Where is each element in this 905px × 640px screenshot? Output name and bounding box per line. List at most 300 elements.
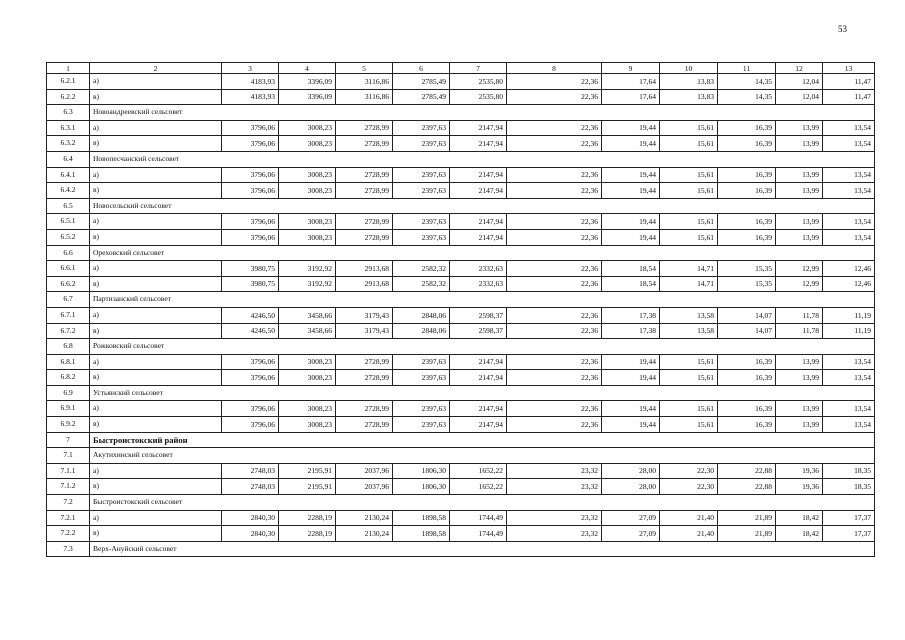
row-code: 6.9 <box>47 385 90 401</box>
section-title: Быстроистокский район <box>90 432 875 448</box>
section-heading-row <box>47 151 875 167</box>
value-cell: 2332,63 <box>450 261 507 277</box>
value-cell: 14,71 <box>660 276 718 292</box>
value-cell: 14,07 <box>718 307 776 323</box>
row-code: 6.7 <box>47 292 90 308</box>
value-cell: 12,99 <box>776 276 823 292</box>
value-cell: 3179,43 <box>336 323 393 339</box>
value-cell: 2397,63 <box>393 120 450 136</box>
row-code: 6.3.2 <box>47 136 90 152</box>
table-row <box>47 354 875 370</box>
value-cell: 3796,06 <box>222 214 279 230</box>
value-cell: 19,44 <box>602 214 660 230</box>
row-code: 7.3 <box>47 541 90 557</box>
value-cell: 2840,30 <box>222 526 279 542</box>
value-cell: 23,32 <box>507 526 602 542</box>
section-heading-row <box>47 385 875 401</box>
value-cell: 13,54 <box>823 417 875 433</box>
table-row <box>47 323 875 339</box>
value-cell: 19,44 <box>602 183 660 199</box>
row-code: 7 <box>47 432 90 448</box>
value-cell: 22,88 <box>718 479 776 495</box>
value-cell: 1652,22 <box>450 463 507 479</box>
table-row <box>47 401 875 417</box>
row-code: 6.3.1 <box>47 120 90 136</box>
value-cell: 3796,06 <box>222 401 279 417</box>
value-cell: 2598,37 <box>450 307 507 323</box>
value-cell: 19,44 <box>602 136 660 152</box>
value-cell: 15,61 <box>660 354 718 370</box>
row-code: 6.9.1 <box>47 401 90 417</box>
section-title: Новоандреевский сельсовет <box>90 105 875 121</box>
value-cell: 2397,63 <box>393 214 450 230</box>
row-code: 6.5.2 <box>47 229 90 245</box>
value-cell: 27,09 <box>602 510 660 526</box>
table-row <box>47 120 875 136</box>
value-cell: 15,61 <box>660 120 718 136</box>
value-cell: 16,39 <box>718 401 776 417</box>
value-cell: 16,39 <box>718 136 776 152</box>
value-cell: 13,54 <box>823 229 875 245</box>
value-cell: 11,47 <box>823 74 875 90</box>
value-cell: 22,36 <box>507 136 602 152</box>
value-cell: 3796,06 <box>222 417 279 433</box>
value-cell: 12,99 <box>776 261 823 277</box>
value-cell: 28,00 <box>602 463 660 479</box>
value-cell: 1806,30 <box>393 479 450 495</box>
value-cell: 15,61 <box>660 167 718 183</box>
value-cell: 22,36 <box>507 307 602 323</box>
value-cell: 4246,50 <box>222 307 279 323</box>
value-cell: 1898,58 <box>393 510 450 526</box>
value-cell: 13,54 <box>823 354 875 370</box>
district-heading-row <box>47 432 875 448</box>
value-cell: 16,39 <box>718 370 776 386</box>
value-cell: 19,44 <box>602 417 660 433</box>
tariff-table <box>46 62 875 557</box>
row-code: 6.6.1 <box>47 261 90 277</box>
value-cell: 13,99 <box>776 136 823 152</box>
table-row <box>47 417 875 433</box>
value-cell: 2397,63 <box>393 229 450 245</box>
value-cell: 3980,75 <box>222 276 279 292</box>
value-cell: 12,46 <box>823 261 875 277</box>
section-title: Акутихинский сельсовет <box>90 448 875 464</box>
section-title: Устьянский сельсовет <box>90 385 875 401</box>
value-cell: 15,61 <box>660 401 718 417</box>
value-cell: 2147,94 <box>450 229 507 245</box>
value-cell: 2147,94 <box>450 401 507 417</box>
value-cell: 2397,63 <box>393 417 450 433</box>
table-row <box>47 89 875 105</box>
value-cell: 2130,24 <box>336 510 393 526</box>
value-cell: 13,99 <box>776 370 823 386</box>
column-header-4: 4 <box>279 63 336 74</box>
value-cell: 2147,94 <box>450 417 507 433</box>
value-cell: 3396,09 <box>279 74 336 90</box>
value-cell: 14,35 <box>718 74 776 90</box>
value-cell: 1652,22 <box>450 479 507 495</box>
value-cell: 13,54 <box>823 183 875 199</box>
value-cell: 2147,94 <box>450 136 507 152</box>
table-row <box>47 479 875 495</box>
value-cell: 16,39 <box>718 167 776 183</box>
value-cell: 22,36 <box>507 120 602 136</box>
column-header-10: 10 <box>660 63 718 74</box>
value-cell: 22,36 <box>507 354 602 370</box>
column-header-13: 13 <box>823 63 875 74</box>
row-variant: а) <box>90 307 222 323</box>
value-cell: 4183,93 <box>222 74 279 90</box>
value-cell: 21,40 <box>660 510 718 526</box>
value-cell: 19,44 <box>602 120 660 136</box>
value-cell: 22,36 <box>507 167 602 183</box>
value-cell: 2728,99 <box>336 136 393 152</box>
value-cell: 15,61 <box>660 136 718 152</box>
table-row <box>47 229 875 245</box>
value-cell: 13,54 <box>823 136 875 152</box>
row-code: 6.8.2 <box>47 370 90 386</box>
row-code: 6.6 <box>47 245 90 261</box>
value-cell: 15,61 <box>660 229 718 245</box>
row-code: 6.6.2 <box>47 276 90 292</box>
table-row <box>47 261 875 277</box>
value-cell: 2535,80 <box>450 89 507 105</box>
section-heading-row <box>47 245 875 261</box>
value-cell: 11,47 <box>823 89 875 105</box>
value-cell: 23,32 <box>507 463 602 479</box>
value-cell: 1744,49 <box>450 510 507 526</box>
value-cell: 22,88 <box>718 463 776 479</box>
value-cell: 3008,23 <box>279 136 336 152</box>
value-cell: 2848,06 <box>393 323 450 339</box>
value-cell: 3008,23 <box>279 370 336 386</box>
value-cell: 3458,66 <box>279 323 336 339</box>
table-row <box>47 183 875 199</box>
column-header-11: 11 <box>718 63 776 74</box>
column-header-1: 1 <box>47 63 90 74</box>
value-cell: 2728,99 <box>336 214 393 230</box>
value-cell: 18,42 <box>776 510 823 526</box>
value-cell: 13,83 <box>660 89 718 105</box>
row-variant: а) <box>90 261 222 277</box>
value-cell: 2748,03 <box>222 479 279 495</box>
value-cell: 1898,58 <box>393 526 450 542</box>
value-cell: 2397,63 <box>393 354 450 370</box>
row-code: 6.4.2 <box>47 183 90 199</box>
row-code: 7.2.1 <box>47 510 90 526</box>
value-cell: 13,58 <box>660 307 718 323</box>
row-variant: а) <box>90 354 222 370</box>
value-cell: 4246,50 <box>222 323 279 339</box>
row-code: 7.1.1 <box>47 463 90 479</box>
section-heading-row <box>47 198 875 214</box>
value-cell: 13,54 <box>823 167 875 183</box>
value-cell: 17,37 <box>823 510 875 526</box>
value-cell: 13,99 <box>776 183 823 199</box>
value-cell: 3980,75 <box>222 261 279 277</box>
value-cell: 2397,63 <box>393 183 450 199</box>
value-cell: 13,99 <box>776 214 823 230</box>
value-cell: 2195,91 <box>279 463 336 479</box>
value-cell: 15,35 <box>718 276 776 292</box>
value-cell: 13,54 <box>823 401 875 417</box>
row-code: 6.2.1 <box>47 74 90 90</box>
column-header-12: 12 <box>776 63 823 74</box>
value-cell: 3796,06 <box>222 120 279 136</box>
row-code: 6.4 <box>47 151 90 167</box>
section-heading-row <box>47 448 875 464</box>
value-cell: 2147,94 <box>450 370 507 386</box>
value-cell: 17,37 <box>823 526 875 542</box>
value-cell: 2288,19 <box>279 526 336 542</box>
value-cell: 13,99 <box>776 417 823 433</box>
value-cell: 13,54 <box>823 120 875 136</box>
value-cell: 3179,43 <box>336 307 393 323</box>
value-cell: 3008,23 <box>279 354 336 370</box>
value-cell: 2748,03 <box>222 463 279 479</box>
value-cell: 22,36 <box>507 74 602 90</box>
value-cell: 18,54 <box>602 261 660 277</box>
row-code: 6.5.1 <box>47 214 90 230</box>
value-cell: 2728,99 <box>336 183 393 199</box>
page-number: 53 <box>838 24 847 34</box>
value-cell: 3796,06 <box>222 183 279 199</box>
value-cell: 21,89 <box>718 510 776 526</box>
table-row <box>47 136 875 152</box>
value-cell: 15,61 <box>660 183 718 199</box>
value-cell: 16,39 <box>718 229 776 245</box>
value-cell: 19,36 <box>776 479 823 495</box>
section-title: Верх-Ануйский сельсовет <box>90 541 875 557</box>
value-cell: 13,99 <box>776 229 823 245</box>
value-cell: 3008,23 <box>279 229 336 245</box>
value-cell: 2195,91 <box>279 479 336 495</box>
value-cell: 13,58 <box>660 323 718 339</box>
value-cell: 2582,32 <box>393 276 450 292</box>
row-code: 6.8.1 <box>47 354 90 370</box>
value-cell: 22,36 <box>507 323 602 339</box>
row-code: 6.9.2 <box>47 417 90 433</box>
value-cell: 15,61 <box>660 370 718 386</box>
value-cell: 3008,23 <box>279 214 336 230</box>
value-cell: 2582,32 <box>393 261 450 277</box>
value-cell: 15,61 <box>660 214 718 230</box>
value-cell: 22,36 <box>507 89 602 105</box>
value-cell: 3008,23 <box>279 401 336 417</box>
value-cell: 19,44 <box>602 167 660 183</box>
value-cell: 2728,99 <box>336 120 393 136</box>
value-cell: 2397,63 <box>393 136 450 152</box>
row-variant: а) <box>90 120 222 136</box>
value-cell: 16,39 <box>718 214 776 230</box>
value-cell: 3008,23 <box>279 167 336 183</box>
column-header-3: 3 <box>222 63 279 74</box>
value-cell: 2728,99 <box>336 354 393 370</box>
value-cell: 2848,06 <box>393 307 450 323</box>
value-cell: 2147,94 <box>450 354 507 370</box>
value-cell: 18,35 <box>823 463 875 479</box>
section-heading-row <box>47 105 875 121</box>
value-cell: 13,83 <box>660 74 718 90</box>
row-variant: а) <box>90 167 222 183</box>
value-cell: 2397,63 <box>393 370 450 386</box>
value-cell: 3192,92 <box>279 261 336 277</box>
value-cell: 3008,23 <box>279 183 336 199</box>
table-body <box>47 74 875 557</box>
value-cell: 2130,24 <box>336 526 393 542</box>
value-cell: 17,38 <box>602 323 660 339</box>
value-cell: 23,32 <box>507 510 602 526</box>
column-header-2: 2 <box>90 63 222 74</box>
row-variant: а) <box>90 463 222 479</box>
row-code: 6.7.2 <box>47 323 90 339</box>
value-cell: 4183,93 <box>222 89 279 105</box>
value-cell: 27,09 <box>602 526 660 542</box>
value-cell: 13,54 <box>823 370 875 386</box>
value-cell: 21,40 <box>660 526 718 542</box>
column-header-7: 7 <box>450 63 507 74</box>
value-cell: 3796,06 <box>222 136 279 152</box>
value-cell: 3796,06 <box>222 167 279 183</box>
column-number-row <box>47 63 875 74</box>
value-cell: 2598,37 <box>450 323 507 339</box>
table-row <box>47 276 875 292</box>
value-cell: 22,36 <box>507 417 602 433</box>
section-title: Рожковский сельсовет <box>90 339 875 355</box>
value-cell: 13,99 <box>776 354 823 370</box>
value-cell: 2288,19 <box>279 510 336 526</box>
column-header-5: 5 <box>336 63 393 74</box>
value-cell: 19,44 <box>602 401 660 417</box>
value-cell: 12,04 <box>776 89 823 105</box>
value-cell: 19,36 <box>776 463 823 479</box>
row-variant: в) <box>90 417 222 433</box>
row-variant: в) <box>90 323 222 339</box>
row-variant: в) <box>90 370 222 386</box>
value-cell: 2913,68 <box>336 276 393 292</box>
value-cell: 3116,86 <box>336 74 393 90</box>
value-cell: 15,35 <box>718 261 776 277</box>
table-row <box>47 370 875 386</box>
row-code: 6.5 <box>47 198 90 214</box>
value-cell: 22,36 <box>507 276 602 292</box>
value-cell: 18,54 <box>602 276 660 292</box>
value-cell: 2332,63 <box>450 276 507 292</box>
value-cell: 15,61 <box>660 417 718 433</box>
row-code: 7.2 <box>47 495 90 511</box>
value-cell: 3796,06 <box>222 229 279 245</box>
value-cell: 19,44 <box>602 229 660 245</box>
value-cell: 11,19 <box>823 323 875 339</box>
value-cell: 2147,94 <box>450 214 507 230</box>
value-cell: 19,44 <box>602 370 660 386</box>
row-variant: в) <box>90 136 222 152</box>
value-cell: 14,71 <box>660 261 718 277</box>
table-row <box>47 74 875 90</box>
column-header-6: 6 <box>393 63 450 74</box>
value-cell: 12,46 <box>823 276 875 292</box>
value-cell: 18,35 <box>823 479 875 495</box>
value-cell: 13,99 <box>776 401 823 417</box>
value-cell: 3796,06 <box>222 354 279 370</box>
value-cell: 22,36 <box>507 183 602 199</box>
row-code: 6.7.1 <box>47 307 90 323</box>
table-row <box>47 463 875 479</box>
value-cell: 14,35 <box>718 89 776 105</box>
value-cell: 2840,30 <box>222 510 279 526</box>
value-cell: 2037,96 <box>336 463 393 479</box>
table-row <box>47 526 875 542</box>
section-heading-row <box>47 339 875 355</box>
row-variant: в) <box>90 229 222 245</box>
row-variant: а) <box>90 214 222 230</box>
row-variant: в) <box>90 276 222 292</box>
section-title: Ореховский сельсовет <box>90 245 875 261</box>
row-code: 6.3 <box>47 105 90 121</box>
section-title: Быстроистокский сельсовет <box>90 495 875 511</box>
value-cell: 11,78 <box>776 323 823 339</box>
value-cell: 2728,99 <box>336 229 393 245</box>
value-cell: 2728,99 <box>336 417 393 433</box>
value-cell: 2535,80 <box>450 74 507 90</box>
value-cell: 17,64 <box>602 89 660 105</box>
value-cell: 2785,49 <box>393 74 450 90</box>
value-cell: 2397,63 <box>393 167 450 183</box>
value-cell: 12,04 <box>776 74 823 90</box>
table-row <box>47 307 875 323</box>
table-row <box>47 214 875 230</box>
value-cell: 2728,99 <box>336 370 393 386</box>
row-code: 7.1 <box>47 448 90 464</box>
value-cell: 19,44 <box>602 354 660 370</box>
value-cell: 18,42 <box>776 526 823 542</box>
value-cell: 14,07 <box>718 323 776 339</box>
section-title: Новосельский сельсовет <box>90 198 875 214</box>
value-cell: 2728,99 <box>336 401 393 417</box>
value-cell: 3796,06 <box>222 370 279 386</box>
value-cell: 3396,09 <box>279 89 336 105</box>
row-variant: в) <box>90 526 222 542</box>
value-cell: 22,30 <box>660 479 718 495</box>
value-cell: 13,99 <box>776 120 823 136</box>
value-cell: 3192,92 <box>279 276 336 292</box>
row-variant: в) <box>90 183 222 199</box>
row-code: 7.2.2 <box>47 526 90 542</box>
value-cell: 3008,23 <box>279 417 336 433</box>
value-cell: 11,19 <box>823 307 875 323</box>
value-cell: 22,36 <box>507 261 602 277</box>
value-cell: 2147,94 <box>450 167 507 183</box>
value-cell: 22,36 <box>507 229 602 245</box>
value-cell: 21,89 <box>718 526 776 542</box>
table-row <box>47 510 875 526</box>
value-cell: 17,38 <box>602 307 660 323</box>
value-cell: 2147,94 <box>450 120 507 136</box>
column-header-8: 8 <box>507 63 602 74</box>
section-title: Новопесчанский сельсовет <box>90 151 875 167</box>
row-variant: а) <box>90 74 222 90</box>
value-cell: 16,39 <box>718 354 776 370</box>
value-cell: 22,36 <box>507 370 602 386</box>
value-cell: 2785,49 <box>393 89 450 105</box>
row-variant: а) <box>90 510 222 526</box>
value-cell: 2728,99 <box>336 167 393 183</box>
value-cell: 1744,49 <box>450 526 507 542</box>
row-code: 6.4.1 <box>47 167 90 183</box>
row-variant: а) <box>90 401 222 417</box>
value-cell: 13,99 <box>776 167 823 183</box>
